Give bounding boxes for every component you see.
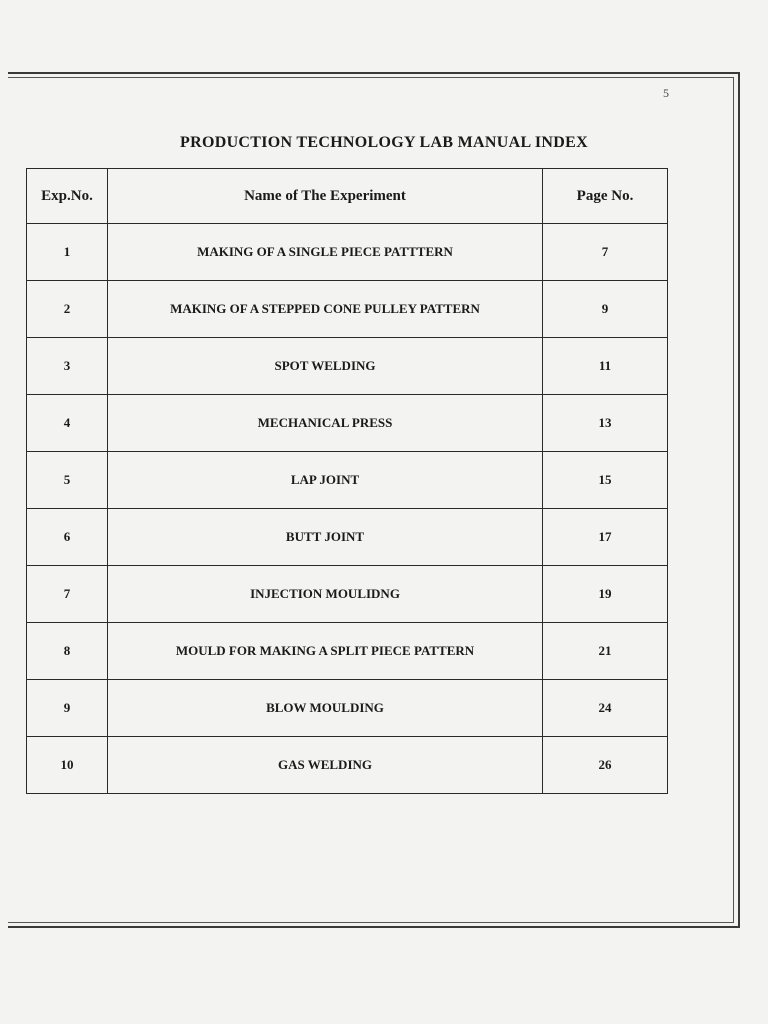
page-no-cell: 13 — [543, 395, 668, 452]
page-no-cell: 7 — [543, 224, 668, 281]
header-exp-no: Exp.No. — [27, 169, 108, 224]
page-no-cell: 21 — [543, 623, 668, 680]
exp-no-cell: 5 — [27, 452, 108, 509]
exp-no-cell: 6 — [27, 509, 108, 566]
experiment-name-cell: LAP JOINT — [108, 452, 543, 509]
exp-no-cell: 8 — [27, 623, 108, 680]
table-row — [27, 452, 668, 509]
page-no-cell: 24 — [543, 680, 668, 737]
table-row — [27, 680, 668, 737]
page-no-cell: 19 — [543, 566, 668, 623]
page-no-cell: 26 — [543, 737, 668, 794]
exp-no-cell: 10 — [27, 737, 108, 794]
experiment-name-cell: INJECTION MOULIDNG — [108, 566, 543, 623]
table-row — [27, 338, 668, 395]
table-row — [27, 281, 668, 338]
experiment-name-cell: MAKING OF A SINGLE PIECE PATTTERN — [108, 224, 543, 281]
table-row — [27, 509, 668, 566]
table-row — [27, 395, 668, 452]
experiment-name-cell: GAS WELDING — [108, 737, 543, 794]
exp-no-cell: 4 — [27, 395, 108, 452]
table-row — [27, 737, 668, 794]
exp-no-cell: 7 — [27, 566, 108, 623]
exp-no-cell: 9 — [27, 680, 108, 737]
experiment-name-cell: BLOW MOULDING — [108, 680, 543, 737]
table-header-row — [27, 169, 668, 224]
experiment-name-cell: BUTT JOINT — [108, 509, 543, 566]
header-experiment-name: Name of The Experiment — [108, 169, 543, 224]
page-no-cell: 9 — [543, 281, 668, 338]
page-title: PRODUCTION TECHNOLOGY LAB MANUAL INDEX — [180, 134, 588, 151]
table-row — [27, 224, 668, 281]
exp-no-cell: 2 — [27, 281, 108, 338]
experiment-name-cell: MAKING OF A STEPPED CONE PULLEY PATTERN — [108, 281, 543, 338]
exp-no-cell: 1 — [27, 224, 108, 281]
index-table — [26, 168, 668, 794]
table-row — [27, 566, 668, 623]
experiment-name-cell: MECHANICAL PRESS — [108, 395, 543, 452]
experiment-name-cell: SPOT WELDING — [108, 338, 543, 395]
exp-no-cell: 3 — [27, 338, 108, 395]
header-page-no: Page No. — [543, 169, 668, 224]
table-row — [27, 623, 668, 680]
page-no-cell: 15 — [543, 452, 668, 509]
page-number: 5 — [663, 86, 669, 100]
page-no-cell: 17 — [543, 509, 668, 566]
experiment-name-cell: MOULD FOR MAKING A SPLIT PIECE PATTERN — [108, 623, 543, 680]
page-no-cell: 11 — [543, 338, 668, 395]
